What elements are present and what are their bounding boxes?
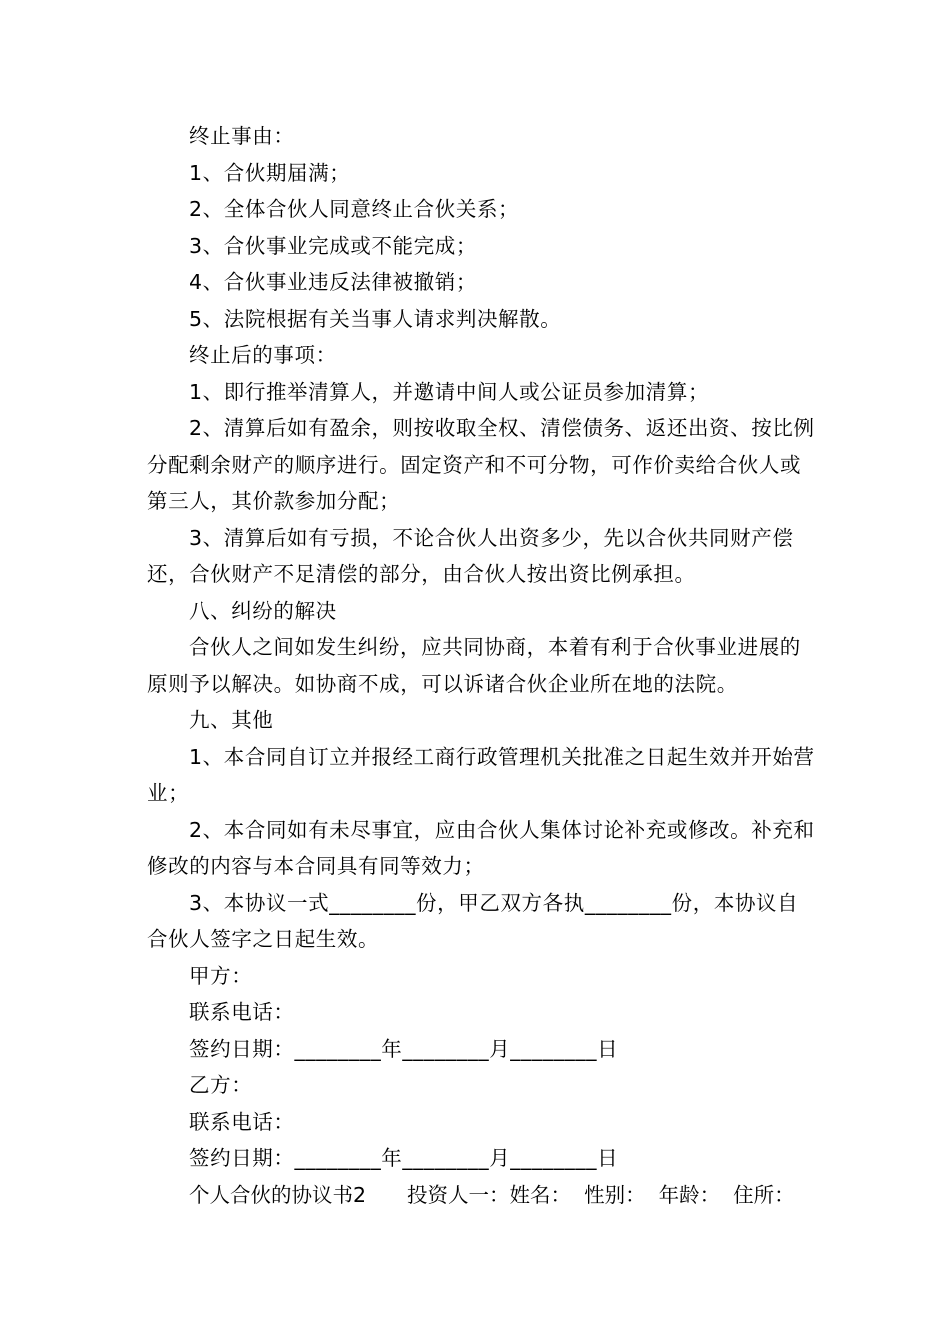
party-b-phone: 联系电话： [189, 1109, 295, 1134]
party-b-sign-date: 签约日期：________年________月________日 [189, 1146, 619, 1170]
paragraph-dispute: 合伙人之间如发生纠纷，应共同协商，本着有利于合伙事业进展的原则予以解决。如协商不成，可以诉诸合伙企业所在地的法院。 [147, 635, 801, 696]
list-item: 1、即行推举清算人，并邀请中间人或公证员参加清算； [189, 379, 710, 404]
list-item: 3、本协议一式________份，甲乙双方各执________份，本协议自合伙人签字之日起生效。 [147, 890, 799, 951]
list-item: 2、清算后如有盈余，则按收取全权、清偿债务、返还出资、按比例分配剩余财产的顺序进行。固定资产和不可分物，可作价卖给合伙人或第三人，其价款参加分配； [147, 416, 815, 513]
list-item: 3、清算后如有亏损，不论合伙人出资多少，先以合伙共同财产偿还，合伙财产不足清偿的部分，由合伙人按出资比例承担。 [147, 525, 794, 586]
next-document-title: 个人合伙的协议书2 投资人一：姓名： 性别： 年龄： 住所： [189, 1182, 795, 1207]
list-item: 1、本合同自订立并报经工商行政管理机关批准之日起生效并开始营业； [147, 744, 815, 805]
list-item: 4、合伙事业违反法律被撤销； [189, 270, 477, 294]
section-heading-other: 九、其他 [189, 708, 274, 732]
party-a-label: 甲方： [189, 963, 253, 988]
party-a-sign-date: 签约日期：________年________月________日 [189, 1036, 619, 1061]
party-a-phone: 联系电话： [189, 1000, 295, 1024]
list-item: 2、全体合伙人同意终止合伙关系； [189, 197, 520, 221]
list-item: 1、合伙期届满； [189, 160, 351, 185]
list-item: 2、本合同如有未尽事宜，应由合伙人集体讨论补充或修改。补充和修改的内容与本合同具有同等效力； [147, 817, 815, 878]
party-b-label: 乙方： [189, 1073, 253, 1097]
document-body [147, 118, 817, 1213]
heading-termination-reasons: 终止事由： [189, 124, 295, 148]
heading-after-termination: 终止后的事项： [189, 343, 337, 367]
list-item: 5、法院根据有关当事人请求判决解散。 [189, 306, 562, 331]
section-heading-dispute: 八、纠纷的解决 [189, 598, 337, 623]
list-item: 3、合伙事业完成或不能完成； [189, 233, 477, 258]
